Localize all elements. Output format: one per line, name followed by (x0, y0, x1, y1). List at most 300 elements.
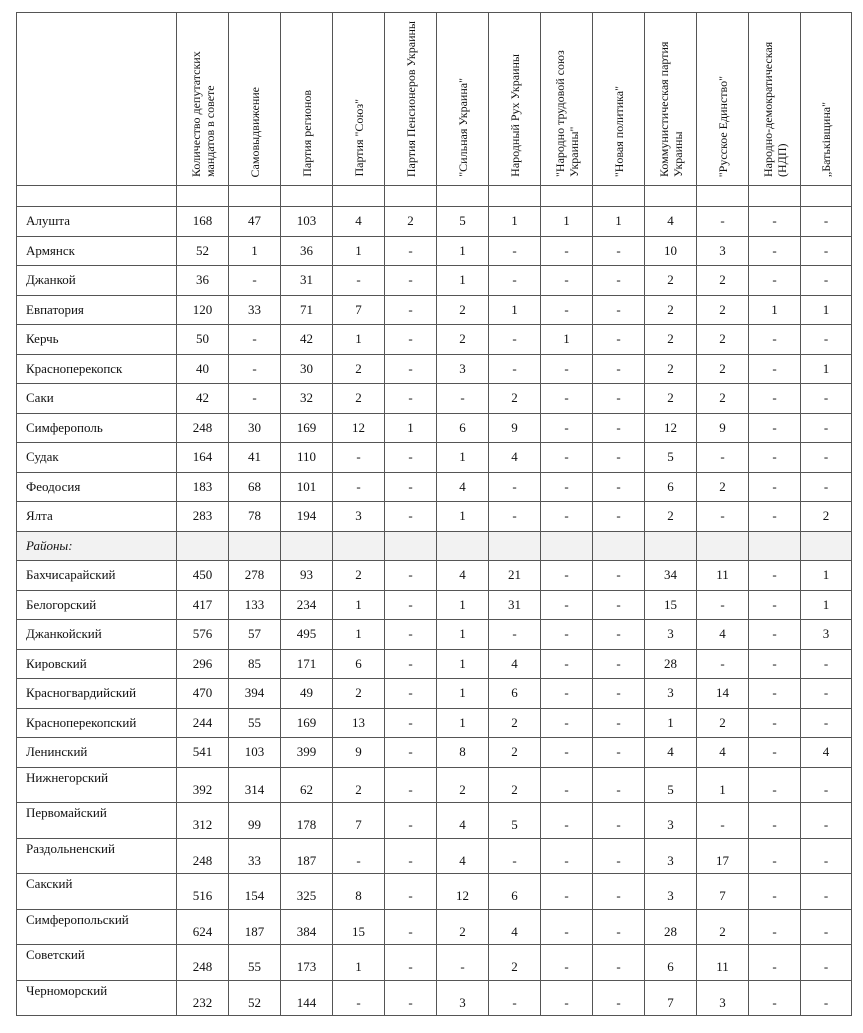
cell-value: 41 (229, 443, 281, 473)
cell-value: 7 (645, 980, 697, 1016)
cell-value: 624 (177, 909, 229, 945)
cell-value: - (593, 502, 645, 532)
cell-value: 144 (281, 980, 333, 1016)
cell-value: - (801, 767, 852, 803)
cell-value: - (749, 413, 801, 443)
cell-value: - (749, 472, 801, 502)
cell-value: - (749, 354, 801, 384)
cell-value: - (541, 354, 593, 384)
cell-value: - (697, 443, 749, 473)
cell-value: 8 (333, 874, 385, 910)
cell-value: 278 (229, 561, 281, 591)
cell-value: - (749, 738, 801, 768)
cell-value: - (749, 502, 801, 532)
empty-cell (229, 186, 281, 207)
cell-value: 31 (281, 266, 333, 296)
column-header-label: Народный Рух Украины (507, 54, 522, 177)
cell-value: 78 (229, 502, 281, 532)
cell-value: - (437, 945, 489, 981)
cell-value: 2 (437, 325, 489, 355)
column-header-label: Коммунистическая партия Украины (656, 41, 685, 177)
column-header-label: Народно-демократическая (НДП) (760, 41, 789, 177)
cell-value: - (385, 838, 437, 874)
cell-value: 10 (645, 236, 697, 266)
cell-value: 14 (697, 679, 749, 709)
cell-value: 12 (645, 413, 697, 443)
cell-value: - (385, 561, 437, 591)
row-name: Ялта (17, 502, 177, 532)
cell-value: 30 (229, 413, 281, 443)
cell-value: 2 (333, 561, 385, 591)
cell-value: 187 (281, 838, 333, 874)
cell-value: 1 (489, 207, 541, 237)
cell-value: 2 (437, 767, 489, 803)
cell-value: 7 (333, 295, 385, 325)
cell-value: - (801, 649, 852, 679)
cell-value: - (229, 266, 281, 296)
table-row (17, 620, 852, 650)
cell-value: - (541, 945, 593, 981)
cell-value: 36 (177, 266, 229, 296)
empty-cell (697, 531, 749, 561)
empty-cell (281, 531, 333, 561)
cell-value: 394 (229, 679, 281, 709)
corner-cell (17, 13, 177, 186)
cell-value: 2 (489, 738, 541, 768)
cell-value: - (489, 980, 541, 1016)
row-name: Ленинский (17, 738, 177, 768)
cell-value: 12 (437, 874, 489, 910)
cell-value: - (385, 295, 437, 325)
header-row (17, 13, 852, 186)
row-name: Симферополь (17, 413, 177, 443)
cell-value: - (385, 649, 437, 679)
row-name: Черноморский (17, 980, 177, 1016)
cell-value: - (385, 236, 437, 266)
cell-value: 4 (437, 838, 489, 874)
cell-value: 30 (281, 354, 333, 384)
empty-cell (333, 531, 385, 561)
cell-value: 248 (177, 945, 229, 981)
cell-value: - (749, 909, 801, 945)
cell-value: 2 (645, 266, 697, 296)
cell-value: - (697, 207, 749, 237)
cell-value: - (593, 803, 645, 839)
cell-value: 55 (229, 945, 281, 981)
cell-value: - (801, 679, 852, 709)
cell-value: 1 (333, 620, 385, 650)
cell-value: 7 (697, 874, 749, 910)
cell-value: - (333, 266, 385, 296)
cell-value: 6 (489, 679, 541, 709)
empty-cell (593, 186, 645, 207)
column-header-label: „Батьківщина" (819, 101, 833, 177)
cell-value: - (489, 838, 541, 874)
cell-value: 42 (281, 325, 333, 355)
cell-value: - (489, 620, 541, 650)
cell-value: - (801, 980, 852, 1016)
section-row (17, 531, 852, 561)
cell-value: - (489, 472, 541, 502)
row-name: Бахчисарайский (17, 561, 177, 591)
cell-value: 1 (333, 590, 385, 620)
cell-value: - (385, 738, 437, 768)
cell-value: 1 (437, 236, 489, 266)
cell-value: 234 (281, 590, 333, 620)
cell-value: - (541, 413, 593, 443)
cell-value: 399 (281, 738, 333, 768)
cell-value: 283 (177, 502, 229, 532)
cell-value: - (749, 980, 801, 1016)
empty-cell (385, 531, 437, 561)
cell-value: 13 (333, 708, 385, 738)
cell-value: 93 (281, 561, 333, 591)
cell-value: 36 (281, 236, 333, 266)
cell-value: 4 (697, 620, 749, 650)
cell-value: 4 (645, 207, 697, 237)
cell-value: 1 (229, 236, 281, 266)
empty-cell (645, 186, 697, 207)
cell-value: 164 (177, 443, 229, 473)
cell-value: 6 (645, 472, 697, 502)
cell-value: 15 (645, 590, 697, 620)
cell-value: - (593, 838, 645, 874)
cell-value: 6 (437, 413, 489, 443)
cell-value: 2 (697, 354, 749, 384)
column-header-label: Партия "Союз" (351, 99, 366, 177)
cell-value: 1 (801, 295, 852, 325)
cell-value: 3 (697, 980, 749, 1016)
cell-value: 244 (177, 708, 229, 738)
cell-value: - (541, 679, 593, 709)
cell-value: 3 (437, 354, 489, 384)
cell-value: - (749, 649, 801, 679)
cell-value: 417 (177, 590, 229, 620)
cell-value: 85 (229, 649, 281, 679)
column-header-label: "Новая политика" (611, 85, 626, 177)
column-header-label: Партия регионов (299, 90, 314, 177)
column-header-label: Партия Пенсионеров Украины (403, 20, 418, 177)
cell-value: 1 (801, 354, 852, 384)
cell-value: 1 (437, 590, 489, 620)
cell-value: 4 (437, 561, 489, 591)
cell-value: 2 (645, 384, 697, 414)
cell-value: - (593, 266, 645, 296)
cell-value: - (801, 413, 852, 443)
row-name: Армянск (17, 236, 177, 266)
table-row (17, 945, 852, 981)
cell-value: 2 (645, 325, 697, 355)
cell-value: 2 (437, 909, 489, 945)
cell-value: - (593, 649, 645, 679)
cell-value: 2 (645, 502, 697, 532)
cell-value: 168 (177, 207, 229, 237)
table-row (17, 236, 852, 266)
cell-value: 52 (177, 236, 229, 266)
cell-value: 7 (333, 803, 385, 839)
cell-value: 296 (177, 649, 229, 679)
cell-value: 4 (489, 909, 541, 945)
cell-value: - (749, 838, 801, 874)
row-name: Симферопольский (17, 909, 177, 945)
cell-value: 5 (437, 207, 489, 237)
cell-value: 28 (645, 909, 697, 945)
cell-value: 1 (489, 295, 541, 325)
column-header-label: "Народно трудовой союз Украины" (552, 50, 581, 177)
cell-value: 4 (489, 443, 541, 473)
table-row (17, 384, 852, 414)
cell-value: 4 (801, 738, 852, 768)
row-name: Красногвардийский (17, 679, 177, 709)
cell-value: 3 (645, 838, 697, 874)
cell-value: - (593, 354, 645, 384)
cell-value: 6 (645, 945, 697, 981)
cell-value: - (749, 207, 801, 237)
cell-value: 1 (645, 708, 697, 738)
cell-value: - (541, 590, 593, 620)
cell-value: 384 (281, 909, 333, 945)
cell-value: 1 (541, 207, 593, 237)
cell-value: 1 (593, 207, 645, 237)
empty-cell (697, 186, 749, 207)
cell-value: - (593, 384, 645, 414)
cell-value: 1 (437, 502, 489, 532)
table-row (17, 443, 852, 473)
cell-value: 68 (229, 472, 281, 502)
cell-value: - (541, 649, 593, 679)
column-header (749, 13, 801, 186)
cell-value: - (749, 767, 801, 803)
election-results-table (16, 12, 852, 1016)
cell-value: - (593, 325, 645, 355)
cell-value: 2 (333, 679, 385, 709)
cell-value: 2 (437, 295, 489, 325)
cell-value: - (385, 472, 437, 502)
cell-value: - (489, 236, 541, 266)
cell-value: 1 (749, 295, 801, 325)
cell-value: - (385, 620, 437, 650)
cell-value: 4 (645, 738, 697, 768)
column-header-label: Самовыдвижение (247, 86, 262, 177)
empty-cell (437, 186, 489, 207)
table-row (17, 738, 852, 768)
cell-value: - (541, 838, 593, 874)
cell-value: - (801, 236, 852, 266)
empty-cell (489, 186, 541, 207)
section-label: Районы: (17, 531, 177, 561)
cell-value: 40 (177, 354, 229, 384)
row-name: Красноперекопск (17, 354, 177, 384)
row-name: Судак (17, 443, 177, 473)
cell-value: 133 (229, 590, 281, 620)
cell-value: 2 (385, 207, 437, 237)
cell-value: 516 (177, 874, 229, 910)
empty-cell (593, 531, 645, 561)
empty-cell (17, 186, 177, 207)
column-header (489, 13, 541, 186)
cell-value: - (593, 590, 645, 620)
table-row (17, 325, 852, 355)
cell-value: 248 (177, 838, 229, 874)
cell-value: - (489, 325, 541, 355)
cell-value: - (333, 443, 385, 473)
cell-value: 3 (645, 620, 697, 650)
cell-value: 17 (697, 838, 749, 874)
row-name: Первомайский (17, 803, 177, 839)
cell-value: 4 (437, 803, 489, 839)
row-name: Джанкой (17, 266, 177, 296)
cell-value: 32 (281, 384, 333, 414)
cell-value: - (593, 708, 645, 738)
cell-value: - (801, 945, 852, 981)
table-row (17, 561, 852, 591)
cell-value: 11 (697, 561, 749, 591)
cell-value: 171 (281, 649, 333, 679)
cell-value: - (385, 874, 437, 910)
row-name: Советский (17, 945, 177, 981)
cell-value: - (489, 266, 541, 296)
cell-value: - (593, 413, 645, 443)
cell-value: 470 (177, 679, 229, 709)
empty-cell (281, 186, 333, 207)
cell-value: - (801, 909, 852, 945)
cell-value: - (749, 945, 801, 981)
cell-value: 11 (697, 945, 749, 981)
cell-value: - (385, 708, 437, 738)
cell-value: - (593, 945, 645, 981)
cell-value: - (541, 980, 593, 1016)
empty-cell (749, 186, 801, 207)
cell-value: - (541, 502, 593, 532)
cell-value: - (593, 295, 645, 325)
empty-cell (645, 531, 697, 561)
cell-value: - (541, 620, 593, 650)
cell-value: 2 (697, 472, 749, 502)
cell-value: 1 (437, 443, 489, 473)
cell-value: - (749, 590, 801, 620)
cell-value: - (541, 236, 593, 266)
cell-value: 2 (333, 767, 385, 803)
cell-value: - (333, 838, 385, 874)
cell-value: - (749, 561, 801, 591)
cell-value: - (541, 767, 593, 803)
column-header (281, 13, 333, 186)
cell-value: - (593, 620, 645, 650)
cell-value: 5 (645, 443, 697, 473)
cell-value: 194 (281, 502, 333, 532)
cell-value: - (593, 561, 645, 591)
table-row (17, 295, 852, 325)
cell-value: - (697, 803, 749, 839)
cell-value: 169 (281, 708, 333, 738)
cell-value: 110 (281, 443, 333, 473)
cell-value: - (801, 443, 852, 473)
cell-value: 101 (281, 472, 333, 502)
cell-value: - (801, 838, 852, 874)
cell-value: - (385, 909, 437, 945)
table-row (17, 266, 852, 296)
table-row (17, 679, 852, 709)
empty-cell (801, 186, 852, 207)
cell-value: 6 (333, 649, 385, 679)
empty-cell (749, 531, 801, 561)
empty-cell (489, 531, 541, 561)
cell-value: 1 (333, 325, 385, 355)
cell-value: 5 (645, 767, 697, 803)
cell-value: 2 (333, 354, 385, 384)
column-header (541, 13, 593, 186)
cell-value: 55 (229, 708, 281, 738)
column-header (801, 13, 852, 186)
cell-value: 5 (489, 803, 541, 839)
cell-value: 1 (437, 649, 489, 679)
cell-value: 33 (229, 295, 281, 325)
row-name: Керчь (17, 325, 177, 355)
cell-value: - (541, 738, 593, 768)
cell-value: 6 (489, 874, 541, 910)
empty-cell (177, 531, 229, 561)
table-row (17, 354, 852, 384)
cell-value: - (333, 980, 385, 1016)
column-header-label: "Русское Единство" (715, 75, 730, 177)
row-name: Саки (17, 384, 177, 414)
table-row (17, 767, 852, 803)
row-name: Алушта (17, 207, 177, 237)
cell-value: - (541, 561, 593, 591)
cell-value: 2 (645, 354, 697, 384)
cell-value: - (541, 384, 593, 414)
cell-value: - (385, 803, 437, 839)
cell-value: 2 (489, 384, 541, 414)
cell-value: 1 (437, 620, 489, 650)
cell-value: - (801, 207, 852, 237)
cell-value: 314 (229, 767, 281, 803)
table-row (17, 909, 852, 945)
cell-value: 28 (645, 649, 697, 679)
cell-value: 1 (437, 708, 489, 738)
cell-value: 1 (801, 561, 852, 591)
cell-value: - (593, 472, 645, 502)
cell-value: - (541, 266, 593, 296)
cell-value: - (749, 708, 801, 738)
table-row (17, 413, 852, 443)
cell-value: 31 (489, 590, 541, 620)
cell-value: - (749, 443, 801, 473)
column-header (177, 13, 229, 186)
cell-value: - (385, 354, 437, 384)
cell-value: 103 (229, 738, 281, 768)
table-row (17, 207, 852, 237)
cell-value: 4 (697, 738, 749, 768)
cell-value: 2 (697, 295, 749, 325)
cell-value: 3 (645, 803, 697, 839)
empty-cell (437, 531, 489, 561)
cell-value: - (593, 909, 645, 945)
cell-value: 8 (437, 738, 489, 768)
cell-value: - (385, 767, 437, 803)
cell-value: 4 (437, 472, 489, 502)
cell-value: - (541, 708, 593, 738)
cell-value: 2 (645, 295, 697, 325)
cell-value: 248 (177, 413, 229, 443)
cell-value: 57 (229, 620, 281, 650)
cell-value: 3 (437, 980, 489, 1016)
cell-value: 3 (333, 502, 385, 532)
cell-value: 1 (333, 236, 385, 266)
cell-value: 1 (385, 413, 437, 443)
cell-value: - (593, 738, 645, 768)
column-header (229, 13, 281, 186)
